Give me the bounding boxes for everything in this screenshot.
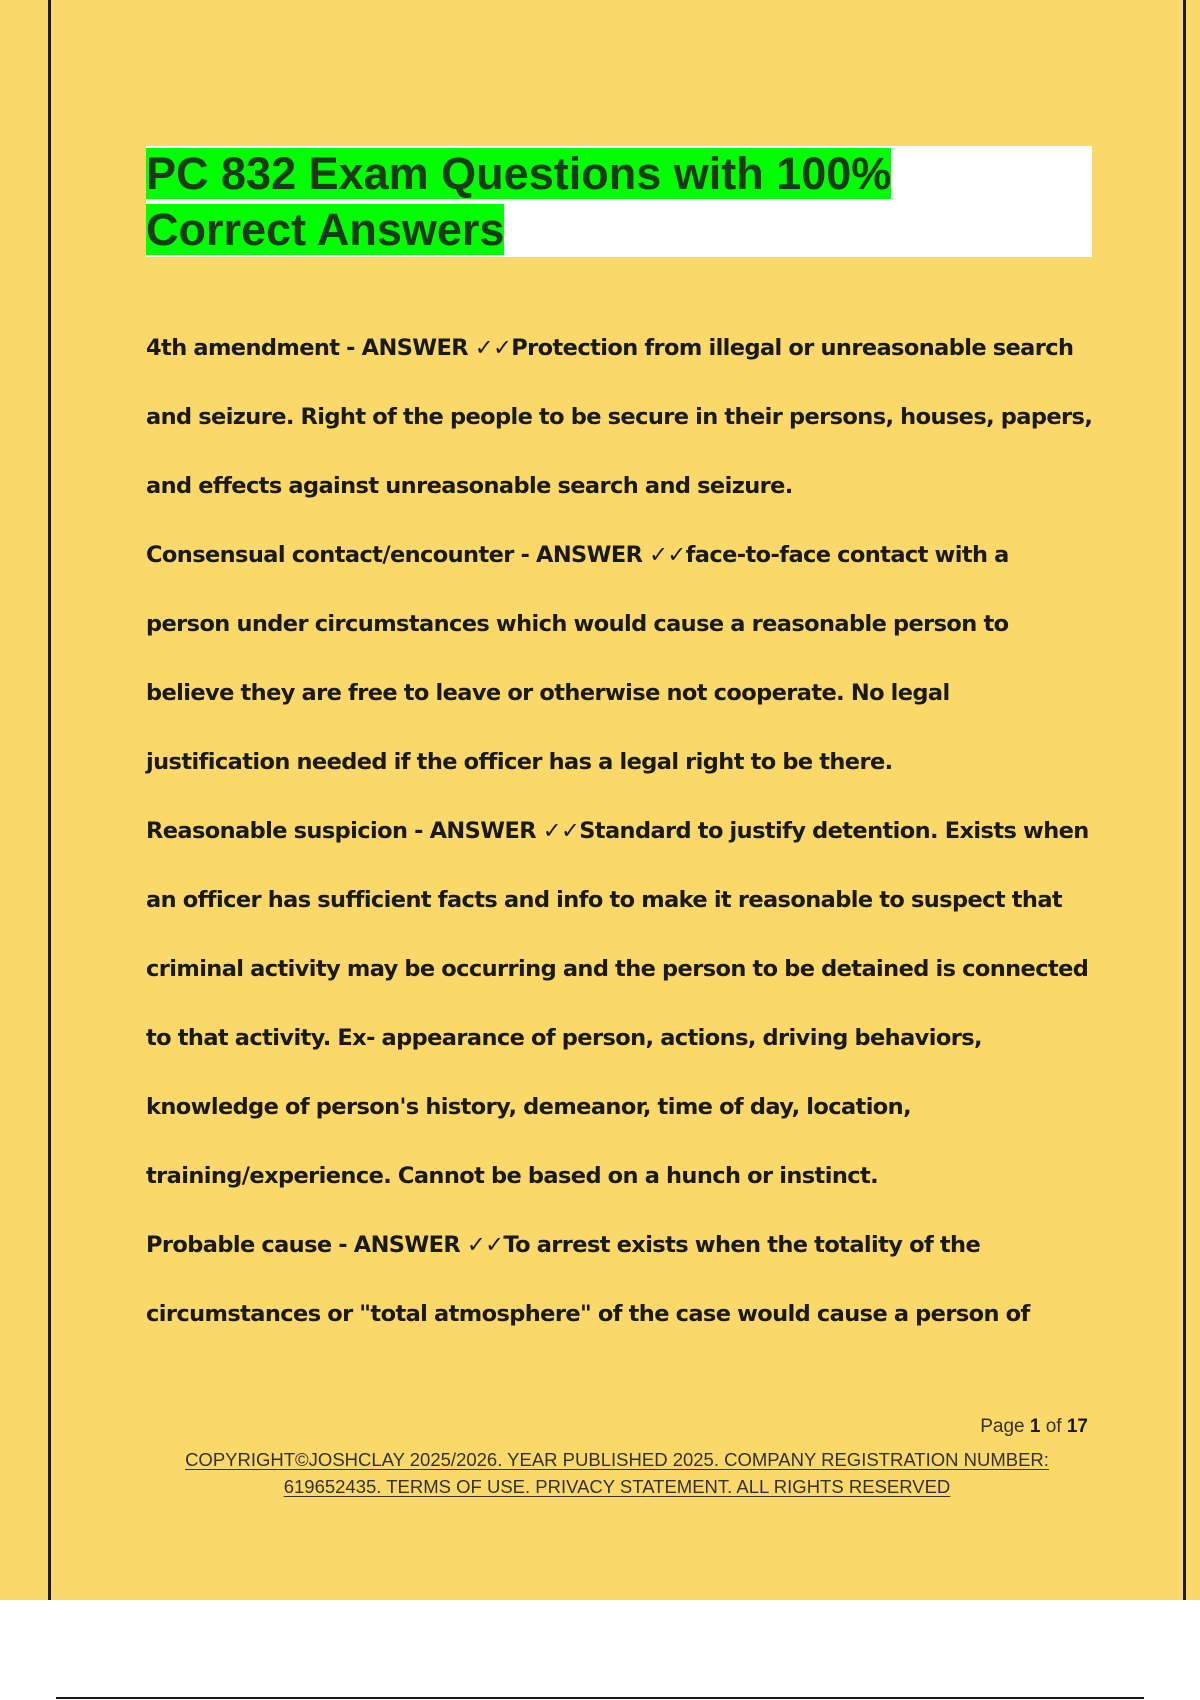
page-current: 1: [1029, 1416, 1041, 1437]
qa-definition: face-to-face contact with a person under circumstances which would cause a reasonable person to believe they are free to leave or otherwise not cooperate. No legal justification needed if the officer has a legal right to be there.: [146, 542, 1009, 775]
qa-entry: [146, 1211, 1096, 1349]
copyright-notice: [146, 1446, 1088, 1500]
qa-term: 4th amendment: [146, 335, 340, 361]
document-title-line-2: Correct Answers: [146, 204, 505, 255]
document-title-line-1: PC 832 Exam Questions with 100%: [146, 148, 892, 199]
qa-answer-marker: - ANSWER ✓✓: [331, 1232, 504, 1258]
qa-answer-marker: - ANSWER ✓✓: [339, 335, 512, 361]
page-total: 17: [1066, 1416, 1088, 1437]
page-border-right: [1183, 0, 1186, 1600]
qa-answer-marker: - ANSWER ✓✓: [513, 542, 686, 568]
qa-definition: Protection from illegal or unreasonable search and seizure. Right of the people to be secure in their persons, houses, papers, and effects against unreasonable search and seizure.: [146, 335, 1093, 499]
qa-definition: Standard to justify detention. Exists when an officer has sufficient facts and info to make it reasonable to suspect that criminal activity may be occurring and the person to be detained is connected to that activity. Ex- appearance of person, actions, driving behaviors, knowledge of person's history, demeanor, time of day, location, training/experience. Cannot be based on a hunch or instinct.: [146, 818, 1089, 1189]
qa-entry: [146, 797, 1096, 1211]
qa-list: [146, 314, 1096, 1349]
page-number: [980, 1416, 1088, 1438]
qa-definition: To arrest exists when the totality of the circumstances or "total atmosphere" of the case would cause a person of: [146, 1232, 1030, 1327]
qa-term: Consensual contact/encounter: [146, 542, 514, 568]
page-of: of: [1045, 1416, 1062, 1437]
bottom-divider: [56, 1697, 1144, 1699]
page-label: Page: [980, 1416, 1025, 1437]
document-title: [146, 146, 1092, 258]
title-box: [146, 146, 1092, 257]
qa-entry: [146, 521, 1096, 797]
copyright-line-1: COPYRIGHT©JOSHCLAY 2025/2026. YEAR PUBLISHED 2025. COMPANY REGISTRATION NUMBER:: [185, 1449, 1049, 1470]
qa-answer-marker: - ANSWER ✓✓: [407, 818, 580, 844]
page-border-left: [48, 0, 51, 1600]
copyright-line-2: 619652435. TERMS OF USE. PRIVACY STATEMENT. ALL RIGHTS RESERVED: [283, 1476, 951, 1497]
qa-term: Reasonable suspicion: [146, 818, 408, 844]
qa-term: Probable cause: [146, 1232, 332, 1258]
qa-entry: [146, 314, 1096, 521]
